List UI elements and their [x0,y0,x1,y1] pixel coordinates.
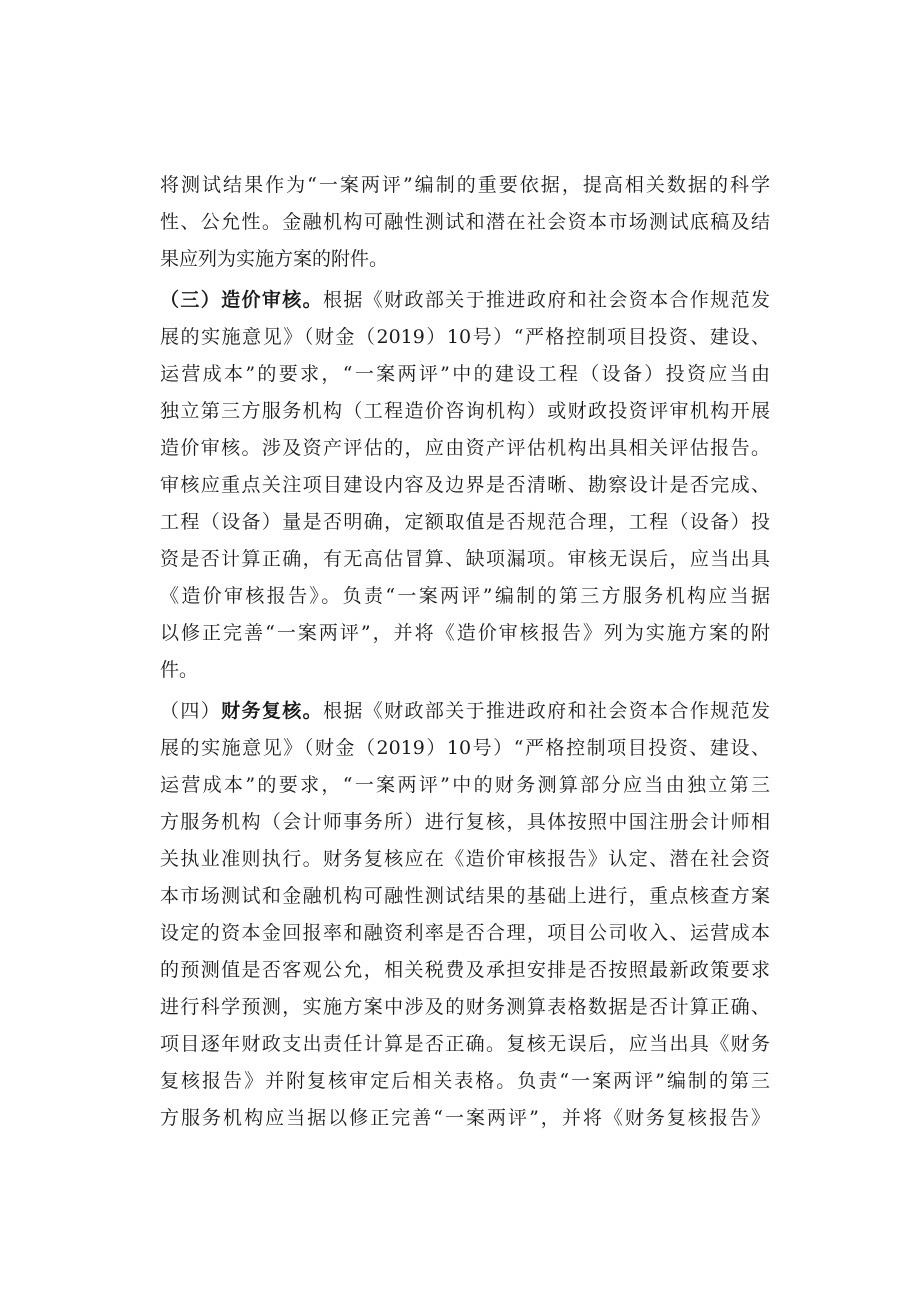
paragraph-line: 审核应重点关注项目建设内容及边界是否清晰、勘察设计是否完成、 [160,474,770,496]
section-4-heading: 财务复核。 [221,700,324,722]
paragraph-line: 展的实施意见》（财金（2019）10号）“严格控制项目投资、建设、 [160,326,770,348]
section-3-first-line [160,282,770,319]
paragraph-line: 运营成本”的要求，“一案两评”中的财务测算部分应当由独立第三 [160,774,770,796]
section-3-heading: （三）造价审核。 [160,289,324,311]
section-4-first-line-text: 根据《财政部关于推进政府和社会资本合作规范发 [323,700,770,722]
paragraph-line: 方服务机构（会计师事务所）进行复核，具体按照中国注册会计师相 [160,811,770,833]
paragraph-line: 工程（设备）量是否明确，定额取值是否规范合理，工程（设备）投 [160,511,770,533]
paragraph-line: 果应列为实施方案的附件。 [160,248,389,270]
section-3-first-line-text: 根据《财政部关于推进政府和社会资本合作规范发 [323,289,770,311]
paragraph-line: 关执业准则执行。财务复核应在《造价审核报告》认定、潜在社会资 [160,848,770,870]
paragraph-line: 《造价审核报告》。负责“一案两评”编制的第三方服务机构应当据 [160,585,770,607]
section-4-prefix: （四） [160,700,222,722]
paragraph-line: 运营成本”的要求，“一案两评”中的建设工程（设备）投资应当由 [160,363,770,385]
paragraph-line: 本市场测试和金融机构可融性测试结果的基础上进行，重点核查方案 [160,885,770,907]
paragraph-line: 复核报告》并附复核审定后相关表格。负责“一案两评”编制的第三 [160,1070,770,1092]
paragraph-line: 独立第三方服务机构（工程造价咨询机构）或财政投资评审机构开展 [160,400,770,422]
paragraph-line: 设定的资本金回报率和融资利率是否合理，项目公司收入、运营成本 [160,922,770,944]
paragraph-line: 造价审核。涉及资产评估的，应由资产评估机构出具相关评估报告。 [160,437,770,459]
paragraph-line: 资是否计算正确，有无高估冒算、缺项漏项。审核无误后，应当出具 [160,548,770,570]
paragraph-line: 性、公允性。金融机构可融性测试和潜在社会资本市场测试底稿及结 [160,211,770,233]
paragraph-line: 将测试结果作为“一案两评”编制的重要依据，提高相关数据的科学 [160,174,770,196]
paragraph-line: 项目逐年财政支出责任计算是否正确。复核无误后，应当出具《财务 [160,1033,770,1055]
paragraph-line: 的预测值是否客观公允，相关税费及承担安排是否按照最新政策要求 [160,959,770,981]
paragraph-line: 进行科学预测，实施方案中涉及的财务测算表格数据是否计算正确、 [160,996,770,1018]
section-4-first-line [160,693,770,730]
paragraph-line: 方服务机构应当据以修正完善“一案两评”，并将《财务复核报告》 [160,1107,770,1129]
paragraph-line: 展的实施意见》（财金（2019）10号）“严格控制项目投资、建设、 [160,737,770,759]
paragraph-line: 以修正完善“一案两评”，并将《造价审核报告》列为实施方案的附 [160,622,770,644]
paragraph-line: 件。 [160,659,199,681]
